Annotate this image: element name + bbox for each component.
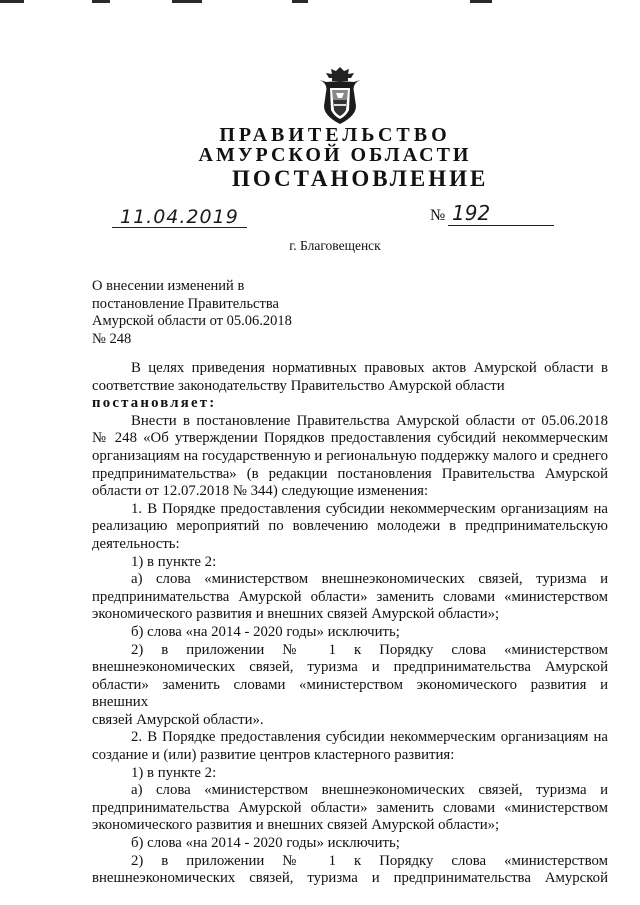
body-line: связей Амурской области». xyxy=(92,711,264,728)
body-line: соответствие законодательству Правительство Амурской области xyxy=(92,377,505,394)
document-type-title: ПОСТАНОВЛЕНИЕ xyxy=(232,166,489,191)
number-sign: № xyxy=(430,207,446,224)
body-line: предпринимательства Амурской области» заменить словами «министерством xyxy=(92,588,608,605)
body-line: внешнеэкономических связей, туризма и предпринимательства Амурской xyxy=(92,870,608,887)
body-line: реализацию мероприятий по вовлечению молодежи в предпринимательскую xyxy=(92,518,608,535)
body-line: 1. В Порядке предоставления субсидии некоммерческим организациям на xyxy=(131,500,608,517)
document-body xyxy=(92,360,608,888)
government-title-line2: АМУРСКОЙ ОБЛАСТИ xyxy=(198,144,472,166)
body-line: области» заменить словами «министерством экономического развития и внешних xyxy=(92,676,608,711)
body-line: создание и (или) развитие центров кластерного развития: xyxy=(92,747,455,764)
subject-line: № 248 xyxy=(92,330,132,347)
body-line: 1) в пункте 2: xyxy=(131,553,217,570)
subject-line: О внесении изменений в xyxy=(92,278,245,294)
scan-artifact-top xyxy=(0,0,640,3)
body-line: деятельность: xyxy=(92,535,180,552)
body-line: экономического развития и внешних связей Амурской области»; xyxy=(92,817,500,834)
body-line: предпринимательства» (в редакции постановления Правительства Амурской xyxy=(92,465,608,482)
city-name: г. Благовещенск xyxy=(289,238,381,253)
subject-line: Амурской области от 05.06.2018 xyxy=(92,313,292,329)
number-underline xyxy=(448,225,554,226)
handwritten-number: 192 xyxy=(452,201,491,225)
body-line: области от 12.07.2018 № 344) следующие изменения: xyxy=(92,483,429,500)
body-line: а) слова «министерством внешнеэкономических связей, туризма и xyxy=(131,571,608,588)
body-line: а) слова «министерством внешнеэкономических связей, туризма и xyxy=(131,782,608,799)
body-line: предпринимательства Амурской области» заменить словами «министерством xyxy=(92,799,608,816)
body-line: экономического развития и внешних связей Амурской области»; xyxy=(92,606,500,623)
date-underline xyxy=(112,227,247,228)
body-line: организациям на государственную и региональную поддержку малого и среднего xyxy=(92,447,608,464)
coat-of-arms-icon xyxy=(318,66,362,126)
handwritten-date: 11.04.2019 xyxy=(120,206,239,228)
body-line: 2. В Порядке предоставления субсидии некоммерческим организациям на xyxy=(131,729,608,746)
body-line: В целях приведения нормативных правовых актов Амурской области в xyxy=(131,360,608,376)
body-line: 2) в приложении № 1 к Порядку слова «министерством xyxy=(131,852,608,869)
document-subject xyxy=(92,278,322,348)
body-line: внешнеэкономических связей, туризма и предпринимательства Амурской xyxy=(92,659,608,676)
subject-line: постановление Правительства xyxy=(92,295,279,312)
body-line: № 248 «Об утверждении Порядков предоставления субсидий некоммерческим xyxy=(92,430,608,447)
body-line: б) слова «на 2014 - 2020 годы» исключить; xyxy=(131,835,400,852)
body-line: 2) в приложении № 1 к Порядку слова «министерством xyxy=(131,641,608,658)
body-line: б) слова «на 2014 - 2020 годы» исключить; xyxy=(131,623,400,640)
body-line: Внести в постановление Правительства Амурской области от 05.06.2018 xyxy=(131,412,608,429)
government-title-line1: ПРАВИТЕЛЬСТВО xyxy=(219,124,451,146)
body-line: 1) в пункте 2: xyxy=(131,764,217,781)
resolution-word: постановляет: xyxy=(92,395,217,412)
